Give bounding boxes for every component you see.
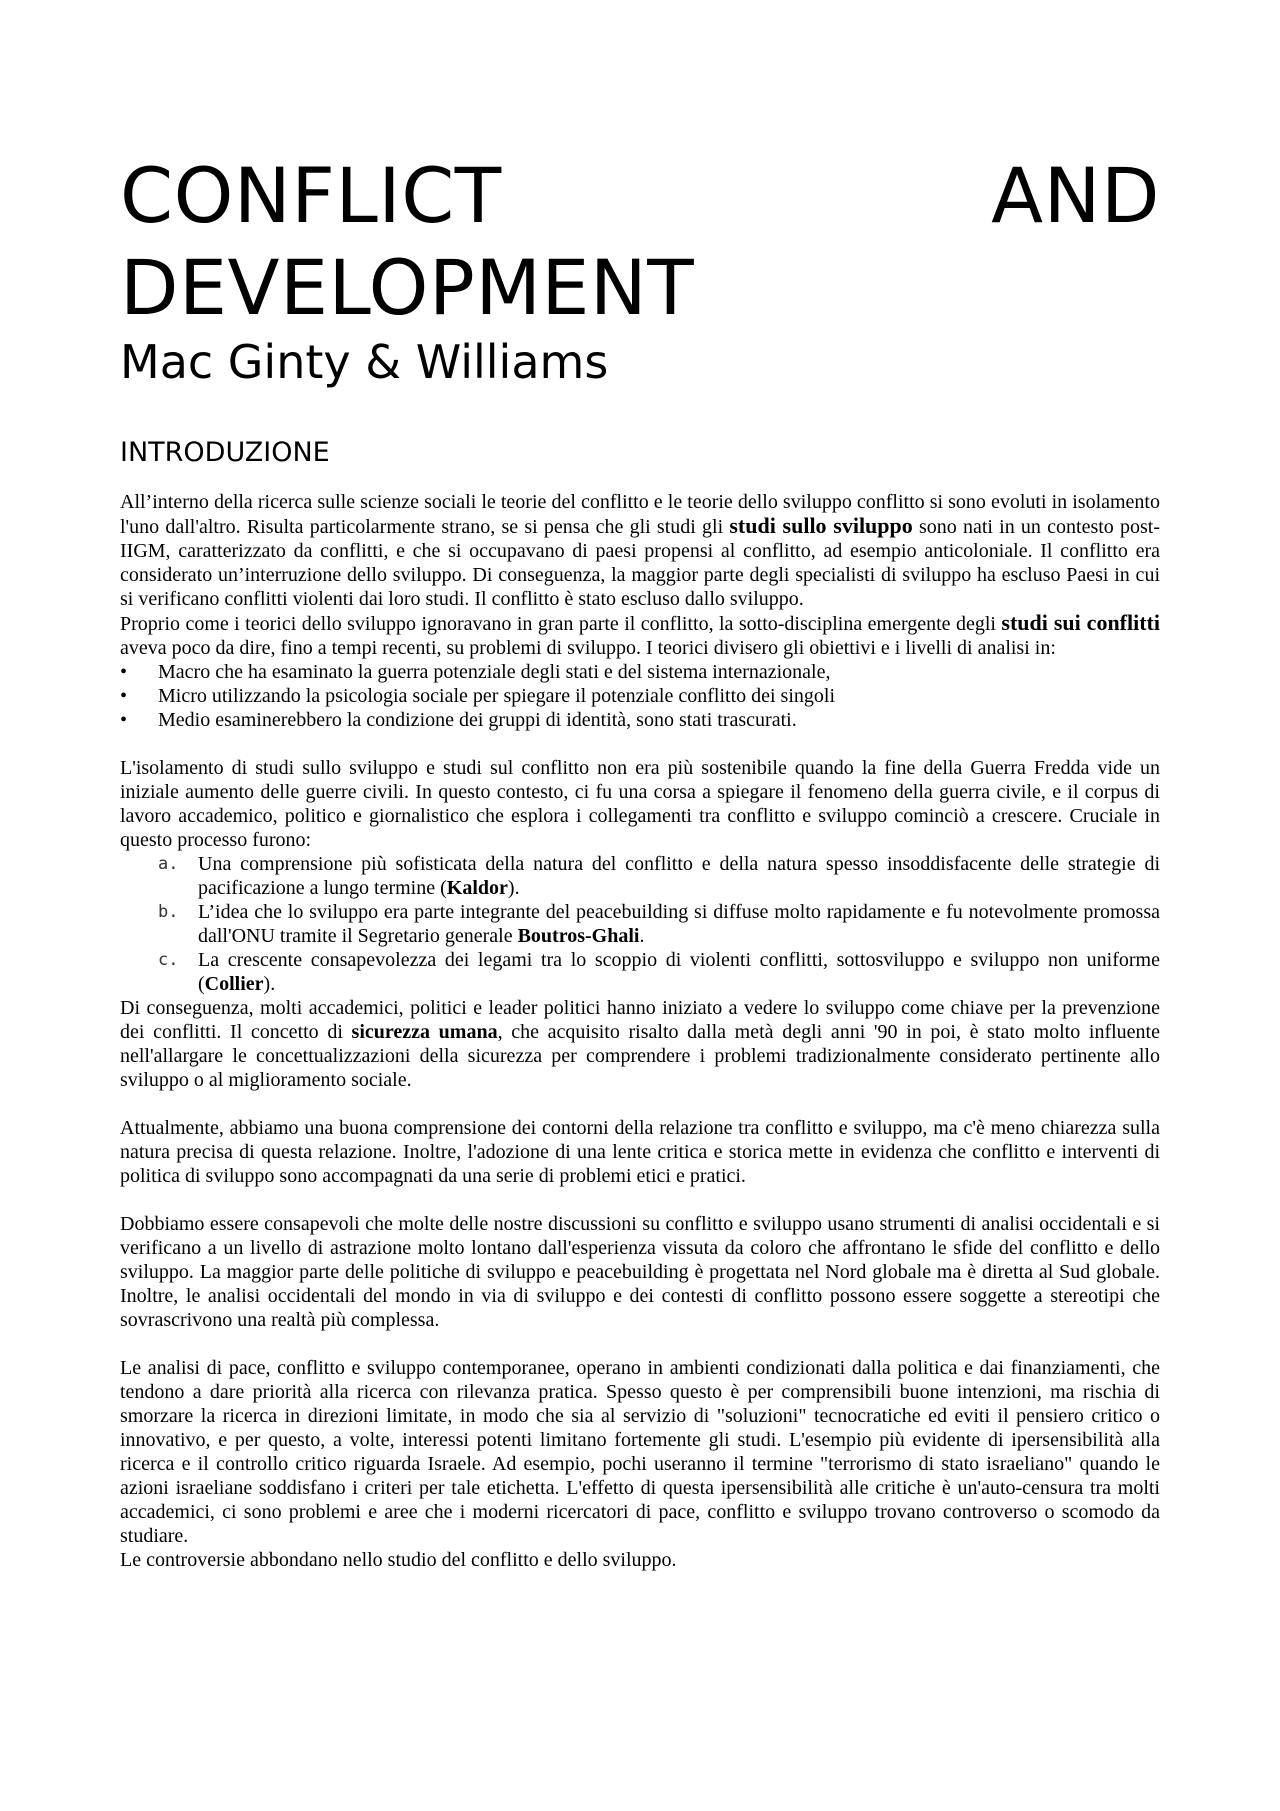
bullet-icon: • bbox=[120, 661, 128, 683]
paragraph-1 bbox=[120, 490, 1160, 611]
list-item-text: . bbox=[639, 925, 645, 947]
paragraph-6: Dobbiamo essere consapevoli che molte delle nostre discussioni su conflitto e sviluppo usano strumenti di analisi occidentali e si verificano a un livello di astrazione molto lontano dall'esperienza vissuta da coloro che affrontano le sfide del conflitto e dello sviluppo. La maggior parte delle politiche di sviluppo e peacebuilding è progettata nel Nord globale ma è diretta al Sud globale. Inoltre, le analisi occidentali del mondo in via di sviluppo e dei contesti di conflitto possono essere soggette a stereotipi che sovrascrivono una realtà più complessa. bbox=[120, 1213, 1160, 1331]
list-item bbox=[120, 708, 1160, 732]
list-item-text: ). bbox=[507, 877, 520, 899]
list-item bbox=[120, 948, 1160, 996]
keyword-sicurezza-umana: sicurezza umana bbox=[351, 1021, 498, 1043]
paragraph-2 bbox=[120, 611, 1160, 660]
list-item-text: Una comprensione più sofisticata della natura del conflitto e della natura spesso insoddisfacente delle strategie di pacificazione a lungo termine ( bbox=[198, 853, 1160, 899]
list-item-text: Micro utilizzando la psicologia sociale per spiegare il potenziale conflitto dei singoli bbox=[158, 685, 836, 707]
keyword-kaldor: Kaldor bbox=[446, 877, 508, 899]
body-text bbox=[120, 490, 1160, 1572]
section-heading: INTRODUZIONE bbox=[120, 437, 330, 468]
keyword-boutros-ghali: Boutros-Ghali bbox=[517, 925, 640, 947]
bullet-icon: • bbox=[120, 685, 128, 707]
keyword-studi-sullo-sviluppo: studi sullo sviluppo bbox=[729, 513, 913, 538]
paragraph-text: All’interno della ricerca sulle scienze sociali le teorie del conflitto e le teorie dello sviluppo conflitto si sono evoluti in isolamento l'uno dall'altro. Risulta particolarmente strano, se si pensa che gli studi gli bbox=[120, 491, 1160, 538]
paragraph-text: aveva poco da dire, fino a tempi recenti, su problemi di sviluppo. I teorici divisero gli obiettivi e i livelli di analisi in: bbox=[120, 637, 1056, 659]
list-letter: b. bbox=[158, 902, 179, 922]
list-item-text: L’idea che lo sviluppo era parte integrante del peacebuilding si diffuse molto rapidamente e fu notevolmente promossa dall'ONU tramite il Segretario generale bbox=[198, 901, 1160, 947]
document-title bbox=[120, 150, 1160, 334]
paragraph-text: Di conseguenza, molti accademici, politici e leader politici hanno iniziato a vedere lo sviluppo come chiave per la prevenzione dei conflitti. Il concetto di bbox=[120, 997, 1160, 1043]
document-subtitle: Mac Ginty & Williams bbox=[120, 335, 609, 389]
title-line-2: DEVELOPMENT bbox=[120, 243, 695, 332]
list-letter: a. bbox=[158, 854, 179, 874]
bullet-list bbox=[120, 660, 1160, 732]
list-item bbox=[120, 852, 1160, 900]
keyword-collier: Collier bbox=[204, 973, 264, 995]
paragraph-5: Attualmente, abbiamo una buona comprensione dei contorni della relazione tra conflitto e sviluppo, ma c'è meno chiarezza sulla natura precisa di questa relazione. Inoltre, l'adozione di una lente critica e storica mette in evidenza che conflitto e interventi di politica di sviluppo sono accompagnati da una serie di problemi etici e pratici. bbox=[120, 1117, 1160, 1187]
list-item-text: Medio esaminerebbero la condizione dei gruppi di identità, sono stati trascurati. bbox=[158, 709, 797, 731]
paragraph-spacer bbox=[120, 1188, 1160, 1212]
list-item bbox=[120, 660, 1160, 684]
paragraph-8: Le controversie abbondano nello studio del conflitto e dello sviluppo. bbox=[120, 1549, 677, 1571]
title-line-1 bbox=[120, 150, 1160, 242]
paragraph-spacer bbox=[120, 732, 1160, 756]
list-item-text: ). bbox=[263, 973, 276, 995]
title-word-conflict: CONFLICT bbox=[120, 151, 502, 240]
document-page bbox=[120, 150, 1160, 1572]
paragraph-4 bbox=[120, 996, 1160, 1092]
paragraph-spacer bbox=[120, 1332, 1160, 1356]
paragraph-spacer bbox=[120, 1092, 1160, 1116]
list-item bbox=[120, 684, 1160, 708]
paragraph-7: Le analisi di pace, conflitto e sviluppo contemporanee, operano in ambienti condizionati dalla politica e dai finanziamenti, che tendono a dare priorità alla ricerca con rilevanza pratica. Spesso questo è per comprensibili buone intenzioni, ma rischia di smorzare la ricerca in direzioni limitate, in modo che sia al servizio di "soluzioni" tecnocratiche ed eviti il pensiero critico o innovativo, e per questo, a volte, interessi potenti limitano fortemente gli studi. L'esempio più evidente di ipersensibilità alla ricerca e il controllo critico riguarda Israele. Ad esempio, pochi useranno il termine "terrorismo di stato israeliano" quando le azioni israeliane soddisfano i criteri per tale etichetta. L'effetto di questa ipersensibilità alle critiche è un'auto-censura tra molti accademici, ci sono problemi e aree che i moderni ricercatori di pace, conflitto e sviluppo trovano controverso o scomodo da studiare. bbox=[120, 1357, 1160, 1547]
list-item bbox=[120, 900, 1160, 948]
list-letter: c. bbox=[158, 950, 179, 970]
paragraph-3: L'isolamento di studi sullo sviluppo e studi sul conflitto non era più sostenibile quando la fine della Guerra Fredda vide un iniziale aumento delle guerre civili. In questo contesto, ci fu una corsa a spiegare il fenomeno della guerra civile, e il corpus di lavoro accademico, politico e giornalistico che esplora i collegamenti tra conflitto e sviluppo cominciò a crescere. Cruciale in questo processo furono: bbox=[120, 757, 1160, 851]
paragraph-text: , che acquisito risalto dalla metà degli anni '90 in poi, è stato molto influente nell'allargare le concettualizzazioni della sicurezza per comprendere i problemi tradizionalmente considerato pertinente allo sviluppo o al miglioramento sociale. bbox=[120, 1021, 1160, 1091]
keyword-studi-sui-conflitti: studi sui conflitti bbox=[1001, 610, 1160, 635]
bullet-icon: • bbox=[120, 709, 128, 731]
paragraph-text: Proprio come i teorici dello sviluppo ignoravano in gran parte il conflitto, la sotto-disciplina emergente degli bbox=[120, 613, 1002, 635]
lettered-list bbox=[120, 852, 1160, 996]
title-word-and: AND bbox=[991, 151, 1160, 240]
list-item-text: La crescente consapevolezza dei legami tra lo scoppio di violenti conflitti, sottosviluppo e sviluppo non uniforme ( bbox=[198, 949, 1160, 995]
paragraph-text: sono nati in un contesto post-IIGM, caratterizzato da conflitti, e che si occupavano di paesi propensi al conflitto, ad esempio anticoloniale. Il conflitto era considerato un’interruzione dello sviluppo. Di conseguenza, la maggior parte degli specialisti di sviluppo ha escluso Paesi in cui si verificano conflitti violenti dai loro studi. Il conflitto è stato escluso dallo sviluppo. bbox=[120, 516, 1160, 610]
list-item-text: Macro che ha esaminato la guerra potenziale degli stati e del sistema internazionale, bbox=[158, 661, 831, 683]
